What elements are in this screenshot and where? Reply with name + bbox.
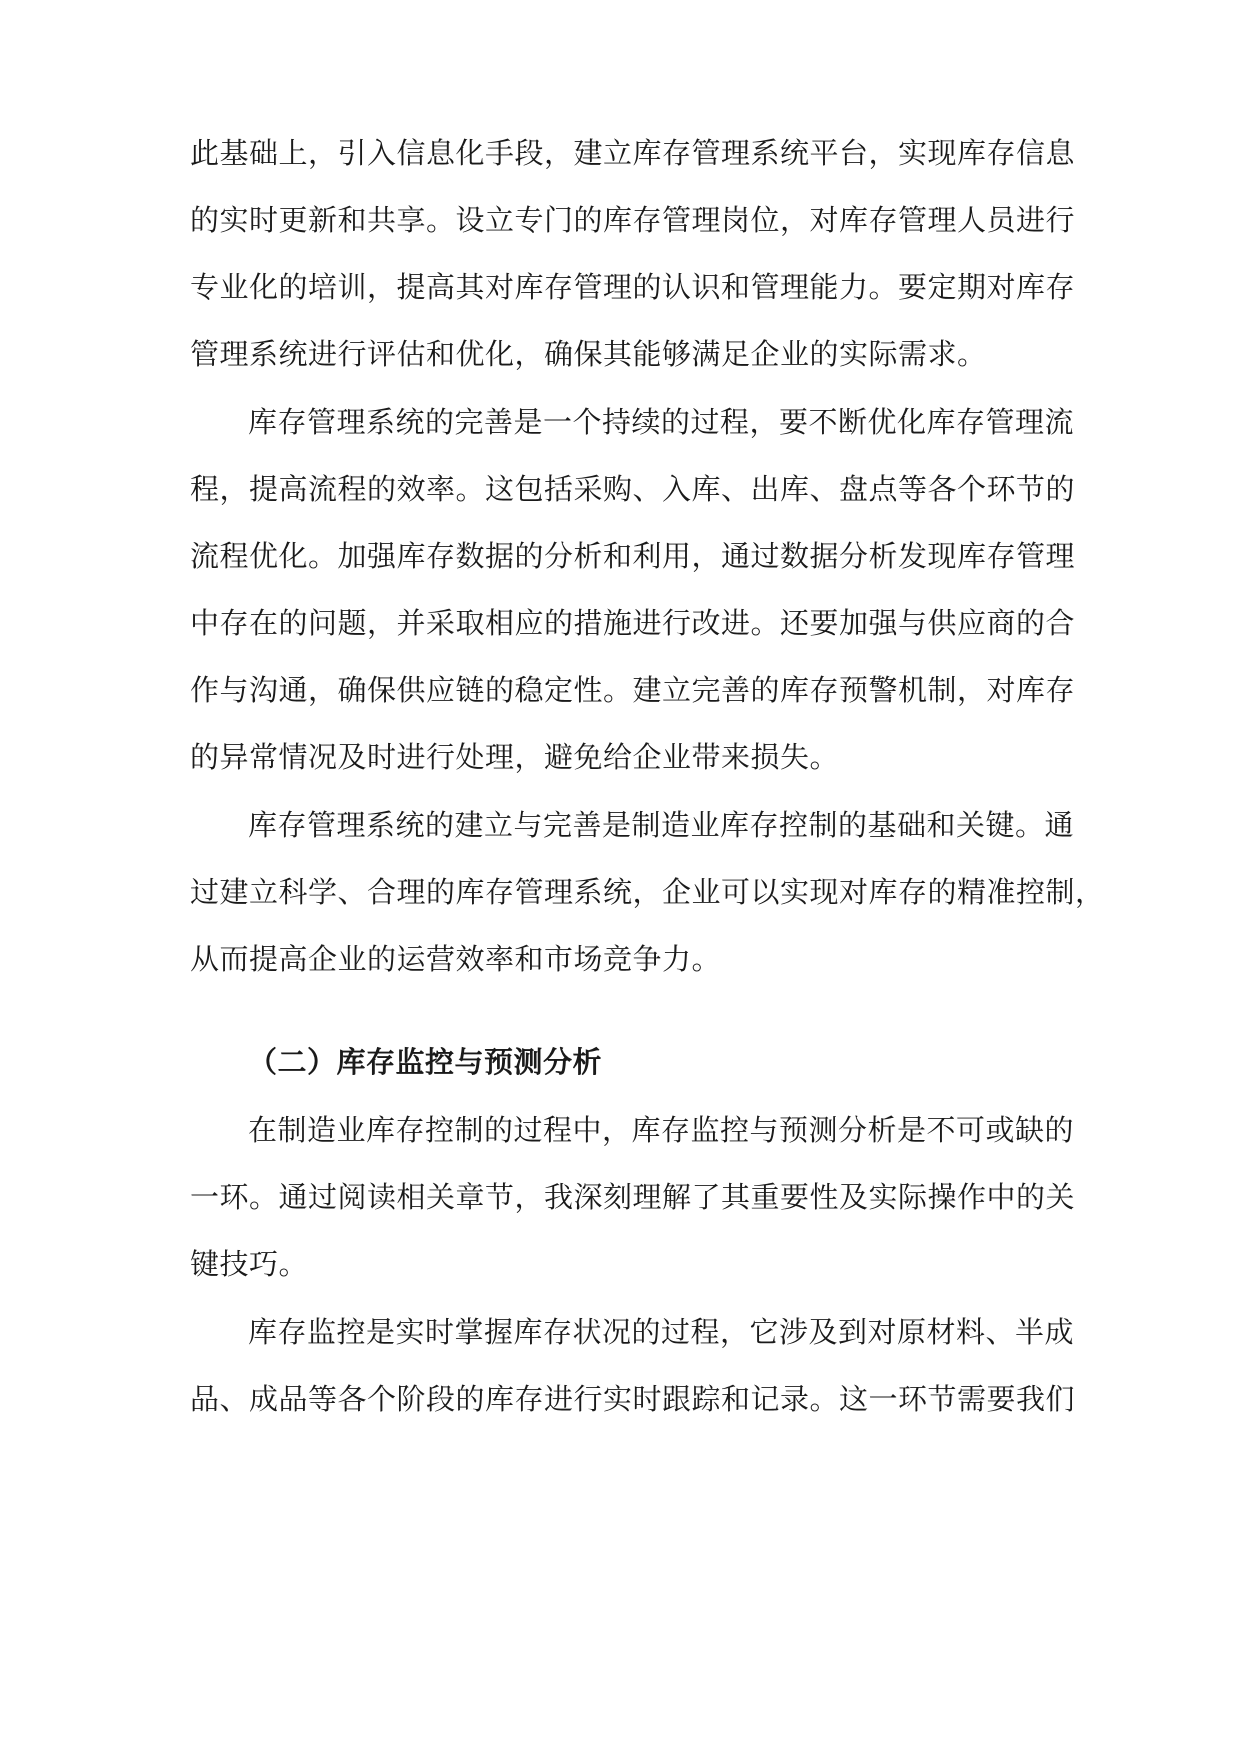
paragraph-2-line-6: 的异常情况及时进行处理，避免给企业带来损失。: [190, 740, 840, 774]
paragraph-4-line-1: 在制造业库存控制的过程中，库存监控与预测分析是不可或缺的: [248, 1113, 1075, 1147]
paragraph-2-line-4: 中存在的问题，并采取相应的措施进行改进。还要加强与供应商的合: [190, 606, 1076, 640]
paragraph-5-line-1: 库存监控是实时掌握库存状况的过程，它涉及到对原材料、半成: [248, 1315, 1075, 1349]
paragraph-3-line-1: 库存管理系统的建立与完善是制造业库存控制的基础和关键。通: [248, 808, 1075, 842]
paragraph-4-line-2: 一环。通过阅读相关章节，我深刻理解了其重要性及实际操作中的关: [190, 1180, 1076, 1214]
paragraph-1-line-4: 管理系统进行评估和优化，确保其能够满足企业的实际需求。: [190, 337, 987, 371]
paragraph-5-line-2: 品、成品等各个阶段的库存进行实时跟踪和记录。这一环节需要我们: [190, 1382, 1076, 1416]
paragraph-4-line-3: 键技巧。: [190, 1247, 309, 1281]
paragraph-3-line-3: 从而提高企业的运营效率和市场竞争力。: [190, 942, 722, 976]
paragraph-2-line-3: 流程优化。加强库存数据的分析和利用，通过数据分析发现库存管理: [190, 539, 1076, 573]
paragraph-2-line-2: 程，提高流程的效率。这包括采购、入库、出库、盘点等各个环节的: [190, 472, 1076, 506]
paragraph-2-line-5: 作与沟通，确保供应链的稳定性。建立完善的库存预警机制，对库存: [190, 673, 1076, 707]
paragraph-1-line-1: 此基础上，引入信息化手段，建立库存管理系统平台，实现库存信息: [190, 136, 1076, 170]
paragraph-1-line-3: 专业化的培训，提高其对库存管理的认识和管理能力。要定期对库存: [190, 270, 1076, 304]
section-heading: （二）库存监控与预测分析: [248, 1045, 603, 1079]
paragraph-3-line-2: 过建立科学、合理的库存管理系统，企业可以实现对库存的精准控制，: [190, 875, 1105, 909]
paragraph-1-line-2: 的实时更新和共享。设立专门的库存管理岗位，对库存管理人员进行: [190, 203, 1076, 237]
paragraph-2-line-1: 库存管理系统的完善是一个持续的过程，要不断优化库存管理流: [248, 405, 1075, 439]
